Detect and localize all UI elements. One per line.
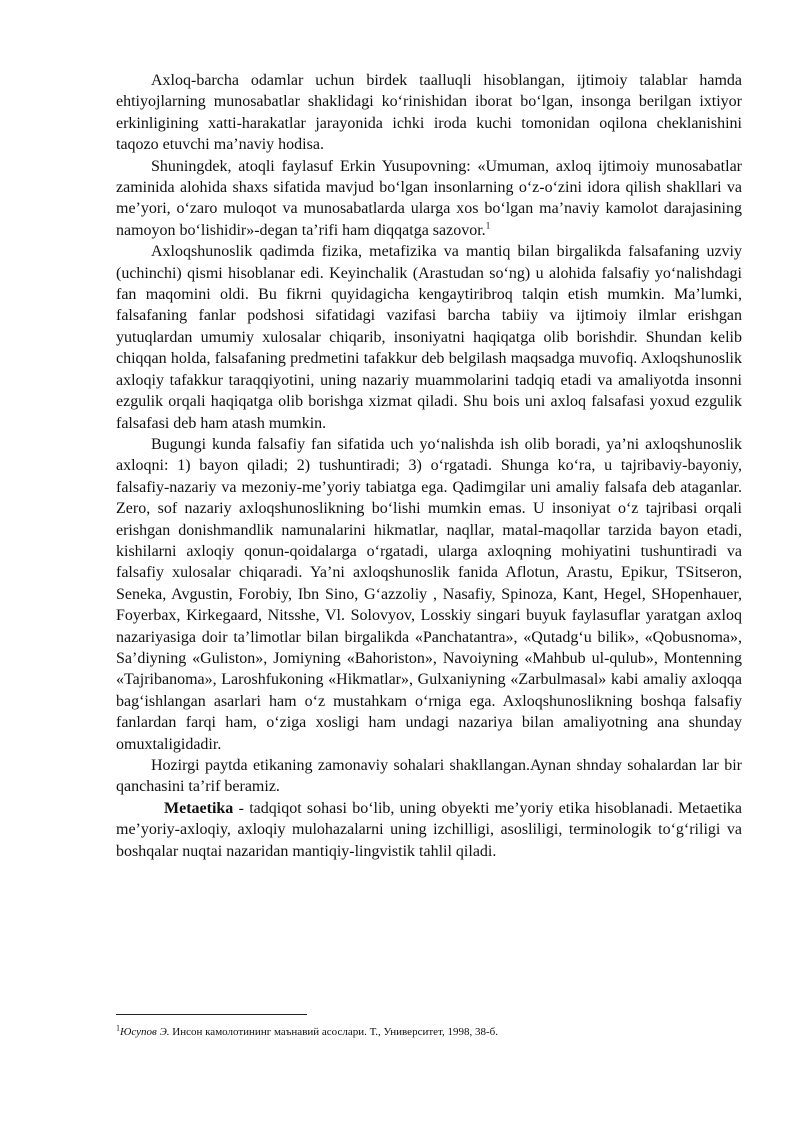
paragraph-yusupov-quote: Shuningdek, atoqli faylasuf Erkin Yusupovning: «Umuman, axloq ijtimoiy munosabatlar zaminida alohida shaxs sifatida mavjud bo‘lgan insonlarning o‘z-o‘zini idora qilish shakllari va me’yori, o‘zaro muloqot va munosabatlarda ularga xos bo‘lgan ma’naviy kamolot darajasining namoyon bo‘lishidir»-degan ta’rifi ham diqqatga sazovor.$^1$ — [116, 157, 742, 239]
footnote-author: Юсупов Э. — [120, 1026, 170, 1038]
term-metaetika: Metaetika — [164, 799, 234, 817]
footnote-marker: 1 — [116, 1023, 120, 1033]
footnote-reference: 1 — [485, 220, 491, 231]
footnote-divider — [116, 1014, 307, 1015]
paragraph-metaetika: Metaetika - tadqiqot sohasi bo‘lib, uning obyekti me’yoriy etika hisoblanadi. Metaetika me’yoriy-axloqiy, axloqiy mulohazalarni uning izchilligi, asosliligi, terminologik to‘g‘riligi va boshqalar nuqtai nazaridan mantiqiy-lingvistik tahlil qiladi. — [116, 799, 742, 860]
footnote-text: Инсон камолотининг маънавий асослари. Т., Университет, 1998, 38-б. — [169, 1026, 499, 1038]
paragraph-axloq-definition: Axloq-barcha odamlar uchun birdek taalluqli hisoblangan, ijtimoiy talablar hamda ehtiyojlarning munosabatlar shaklidagi ko‘rinishidan iborat bo‘lgan, insonga berilgan ixtiyor erkinligining xatti-harakatlar jarayonida ichki iroda kuchi tomonidan oqilona cheklanishini taqozo etuvchi ma’naviy hodisa. — [116, 72, 742, 154]
document-body — [116, 70, 742, 862]
paragraph-axloqshunoslik-history: Axloqshunoslik qadimda fizika, metafizika va mantiq bilan birgalikda falsafaning uzviy (uchinchi) qismi hisoblanar edi. Keyinchalik (Arastudan so‘ng) u alohida falsafiy yo‘nalishdagi fan maqomini oldi. Bu fikrni quyidagicha kengaytiribroq talqin etish mumkin. Ma’lumki, falsafaning fanlar podshosi sifatidagi vazifasi barcha tabiiy va ijtimoiy ilmlar erishgan yutuqlardan umumiy xulosalar chiqarib, insoniyatni haqiqatga olib borishdir. Shundan kelib chiqqan holda, falsafaning predmetini tafakkur deb belgilash maqsadga muvofiq. Axloqshunoslik axloqiy tafakkur taraqqiyotini, uning nazariy muammolarini tadqiq etadi va amaliyotda insonni ezgulik orqali haqiqatga olib borishga xizmat qiladi. Shu bois uni axloq falsafasi yoxud ezgulik falsafasi deb ham atash mumkin. — [116, 243, 742, 432]
paragraph-three-directions: Bugungi kunda falsafiy fan sifatida uch yo‘nalishda ish olib boradi, ya’ni axloqshunoslik axloqni: 1) bayon qiladi; 2) tushuntiradi; 3) o‘rgatadi. Shunga ko‘ra, u tajribaviy-bayoniy, falsafiy-nazariy va mezoniy-me’yoriy tabiatga ega. Qadimgilar uni amaliy falsafa deb ataganlar. Zero, sof nazariy axloqshunoslikning bo‘lishi mumkin emas. U insoniyat o‘z tajribasi orqali erishgan donishmandlik namunalarini hikmatlar, naqllar, matal-maqollar tarzida bayon etadi, kishilarni axloqiy qonun-qoidalarga o‘rgatadi, ularga axloqning mohiyatini tushuntiradi va falsafiy xulosalar chiqaradi. Ya’ni axloqshunoslik fanida Aflotun, Arastu, Epikur, TSitseron, Seneka, Avgustin, Forobiy, Ibn Sino, G‘azzoliy , Nasafiy, Spinoza, Kant, Hegel, SHopenhauer, Foyerbax, Kirkegaard, Nitsshe, Vl. Solovyov, Losskiy singari buyuk faylasuflar yaratgan axloq nazariyasiga doir ta’limotlar bilan birgalikda «Panchatantra», «Qutadg‘u bilik», «Qobusnoma», Sa’diyning «Guliston», Jomiyning «Bahoriston», Navoiyning «Mahbub ul-qulub», Montenning «Tajribanoma», Laroshfukoning «Hikmatlar», Gulxaniyning «Zarbulmasal» kabi amaliy axloqqa bag‘ishlangan asarlari ham o‘z mustahkam o‘rniga ega. Axloqshunoslikning boshqa falsafiy fanlardan farqi ham, o‘ziga xosligi ham undagi nazariya bilan amaliyotning ana shunday omuxtaligidadir. — [116, 435, 742, 753]
footnote — [116, 1025, 746, 1039]
paragraph-modern-fields: Hozirgi paytda etikaning zamonaviy sohalari shakllangan.Aynan shnday sohalardan lar bir qanchasini ta’rif beramiz. — [116, 757, 742, 796]
